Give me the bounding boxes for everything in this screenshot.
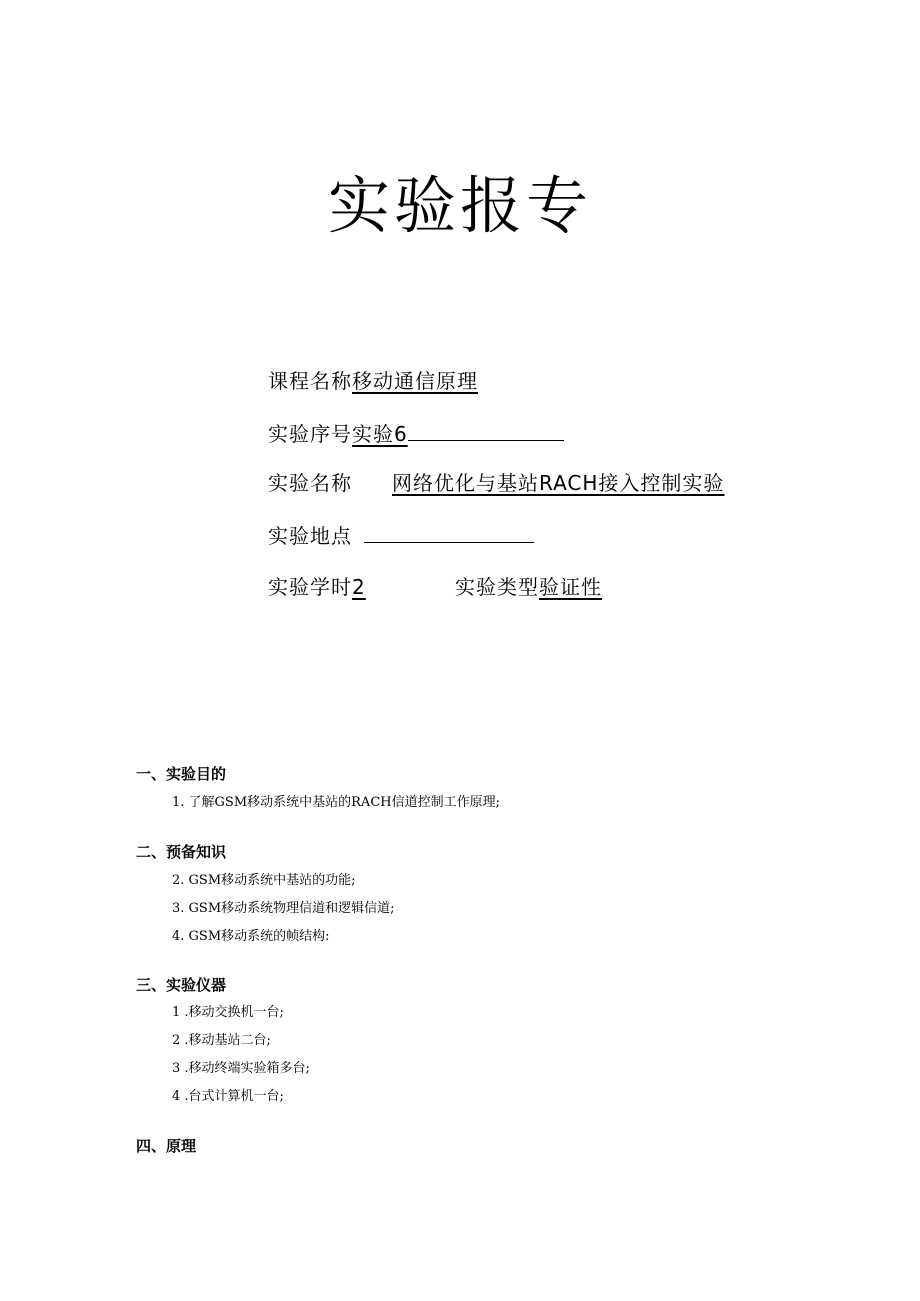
instrument-item: 3 .移动终端实验箱多台; bbox=[172, 1061, 310, 1076]
experiment-hours-label: 实验学时 bbox=[268, 575, 352, 599]
experiment-name-label: 实验名称 bbox=[268, 471, 352, 495]
experiment-number-row bbox=[268, 418, 564, 448]
experiment-name-value: 网络优化与基站RACH接入控制实验 bbox=[392, 471, 725, 495]
experiment-type-value: 验证性 bbox=[539, 575, 602, 599]
experiment-hours-row bbox=[268, 572, 366, 602]
instrument-item: 2 .移动基站二台; bbox=[172, 1033, 271, 1048]
experiment-number-label: 实验序号 bbox=[268, 422, 352, 446]
purpose-item: 1. 了解GSM移动系统中基站的RACH信道控制工作原理; bbox=[172, 795, 500, 810]
knowledge-item: 4. GSM移动系统的帧结构: bbox=[172, 929, 330, 944]
experiment-hours-value: 2 bbox=[352, 575, 366, 599]
instrument-item: 1 .移动交换机一台; bbox=[172, 1005, 284, 1020]
course-name-label: 课程名称 bbox=[268, 369, 352, 393]
document-title: 实验报专 bbox=[327, 169, 592, 242]
course-name-value: 移动通信原理 bbox=[352, 369, 478, 393]
experiment-location-label: 实验地点 bbox=[268, 524, 352, 548]
section-heading-instruments: 三、实验仪器 bbox=[136, 976, 227, 994]
experiment-type-row bbox=[455, 572, 602, 602]
course-name-row bbox=[268, 366, 478, 396]
experiment-number-blank bbox=[408, 418, 564, 441]
section-heading-purpose: 一、实验目的 bbox=[136, 765, 227, 783]
experiment-location-blank bbox=[364, 520, 534, 543]
experiment-type-label: 实验类型 bbox=[455, 575, 539, 599]
knowledge-item: 2. GSM移动系统中基站的功能; bbox=[172, 873, 356, 888]
instrument-item: 4 .台式计算机一台; bbox=[172, 1089, 284, 1104]
experiment-location-row bbox=[268, 520, 534, 550]
experiment-name-row bbox=[268, 468, 724, 498]
section-heading-knowledge: 二、预备知识 bbox=[136, 843, 227, 861]
section-heading-principle: 四、原理 bbox=[136, 1137, 197, 1155]
knowledge-item: 3. GSM移动系统物理信道和逻辑信道; bbox=[172, 901, 395, 916]
experiment-number-value: 实验6 bbox=[352, 422, 408, 446]
